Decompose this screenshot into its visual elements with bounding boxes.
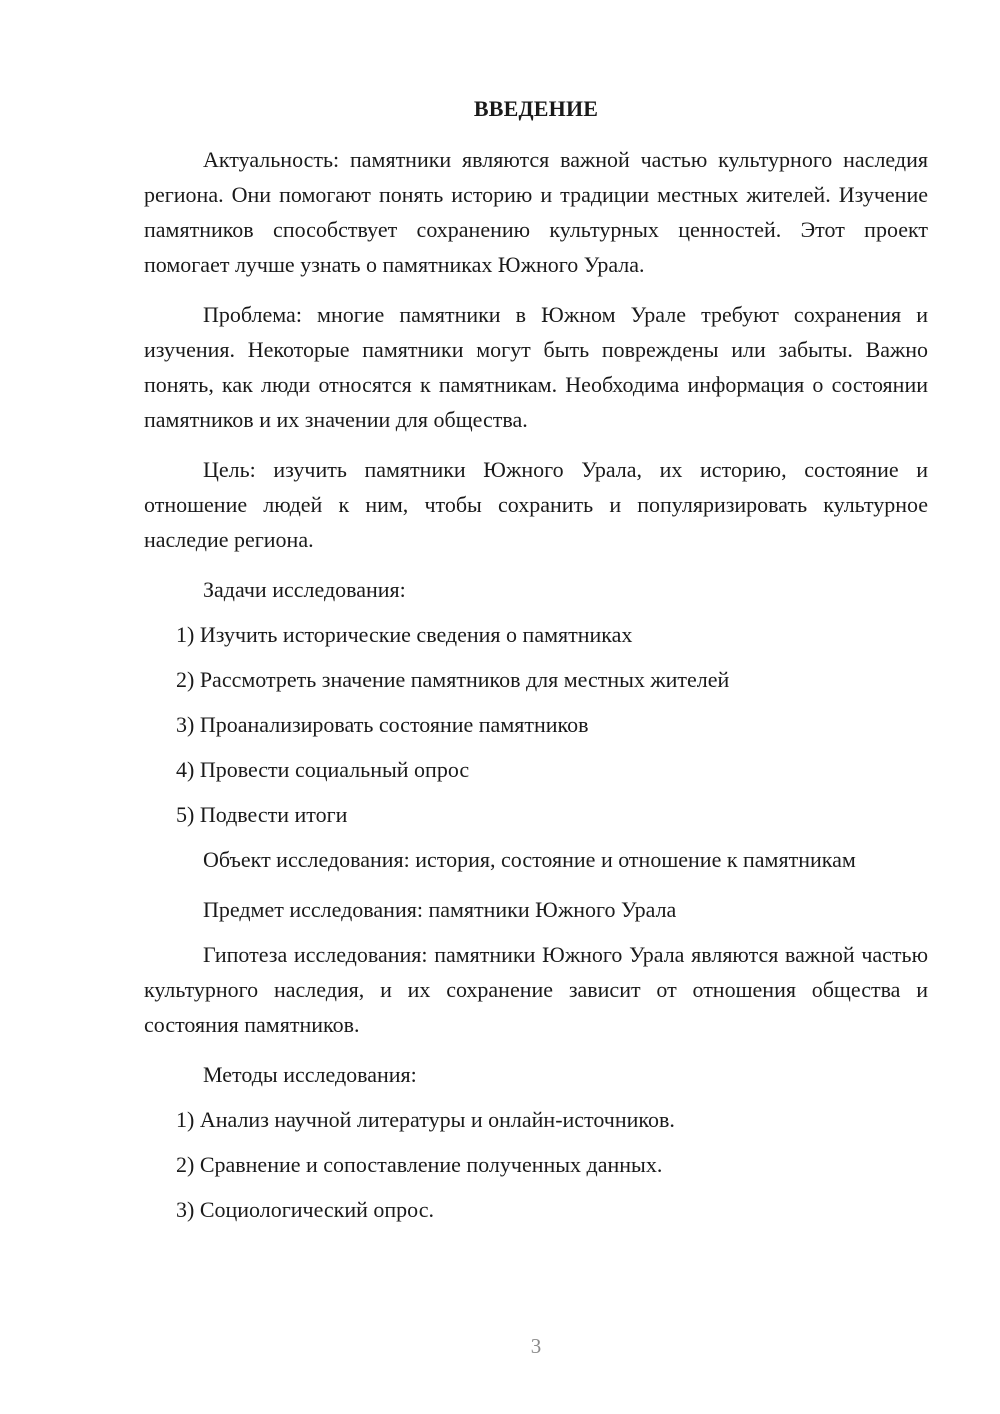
relevance-paragraph: Актуальность: памятники являются важной частью культурного наследия региона. Они помогают понять историю и традиции местных жителей. Изучение памятников способствует сохранению культурных ценностей. Этот проект помогает лучше узнать о памятниках Южного Урала. — [144, 147, 928, 277]
hypothesis-paragraph: Гипотеза исследования: памятники Южного Урала являются важной частью культурного наследия, и их сохранение зависит от отношения общества и состояния памятников. — [144, 942, 928, 1037]
tasks-list — [144, 617, 928, 832]
methods-heading: Методы исследования: — [203, 1062, 417, 1087]
method-item: 2) Сравнение и сопоставление полученных данных. — [176, 1152, 663, 1177]
method-item: 1) Анализ научной литературы и онлайн-источников. — [176, 1107, 675, 1132]
page-title: ВВЕДЕНИЕ — [473, 96, 599, 121]
object-paragraph: Объект исследования: история, состояние и отношение к памятникам — [203, 847, 856, 872]
goal-paragraph: Цель: изучить памятники Южного Урала, их историю, состояние и отношение людей к ним, чтобы сохранить и популяризировать культурное наследие региона. — [144, 457, 928, 552]
task-item: 3) Проанализировать состояние памятников — [176, 712, 589, 737]
task-item: 4) Провести социальный опрос — [176, 757, 470, 782]
document-body — [144, 142, 928, 1237]
methods-list — [144, 1102, 928, 1227]
task-item: 5) Подвести итоги — [176, 802, 348, 827]
task-item: 1) Изучить исторические сведения о памятниках — [176, 622, 633, 647]
tasks-heading: Задачи исследования: — [203, 577, 406, 602]
problem-paragraph: Проблема: многие памятники в Южном Урале требуют сохранения и изучения. Некоторые памятники могут быть повреждены или забыты. Важно понять, как люди относятся к памятникам. Необходима информация о состоянии памятников и их значении для общества. — [144, 302, 928, 432]
subject-paragraph: Предмет исследования: памятники Южного Урала — [203, 897, 677, 922]
task-item: 2) Рассмотреть значение памятников для местных жителей — [176, 667, 730, 692]
page-number: 3 — [530, 1334, 542, 1358]
method-item: 3) Социологический опрос. — [176, 1197, 434, 1222]
